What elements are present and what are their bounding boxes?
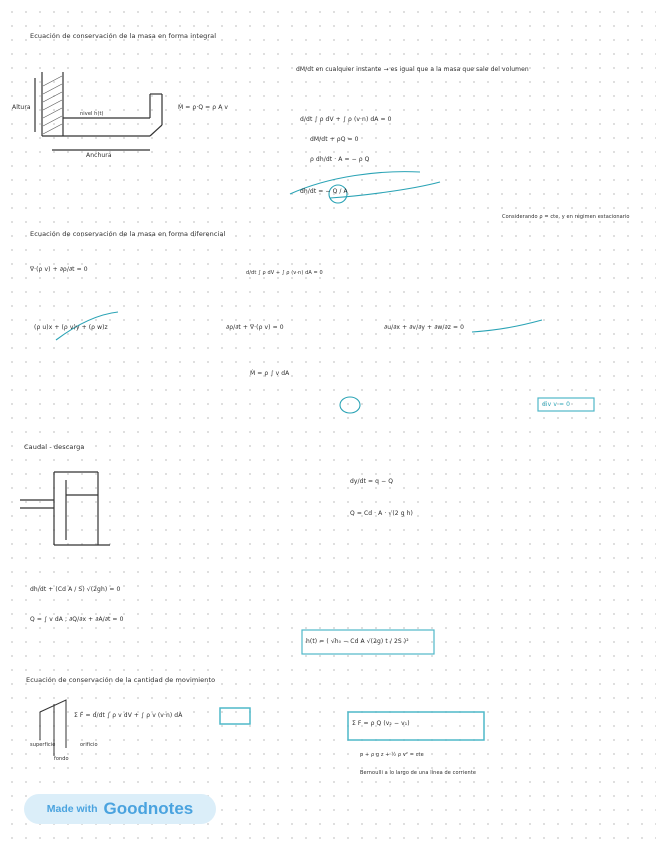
formula-5: ρ dh/dt · A = − ρ Q xyxy=(310,156,370,163)
formula-23: Bernoulli a lo largo de una línea de corriente xyxy=(360,770,477,776)
section-title-2: Ecuación de conservación de la masa en forma diferencial xyxy=(30,230,226,238)
formula-20: Σ F = d/dt ∫ ρ v dV + ∫ ρ v (v·n) dA xyxy=(74,712,183,719)
label-superficie: superficie xyxy=(30,742,56,748)
tank-hatch xyxy=(43,76,62,134)
formula-21: Σ F = ρ Q (v₂ − v₁) xyxy=(352,720,410,727)
goodnotes-logo: Goodnotes xyxy=(103,799,194,818)
formula-15: dy/dt = q − Q xyxy=(350,478,394,485)
formula-16: Q = Cd · A · √(2 g h) xyxy=(350,510,413,517)
formula-4: dM/dt + ρQ = 0 xyxy=(310,136,359,143)
formula-17: dh/dt + (Cd A / S) √(2gh) = 0 xyxy=(30,586,121,593)
tank-diagram-2 xyxy=(20,472,110,545)
label-fondo: fondo xyxy=(54,756,69,762)
section-title-3: Caudal - descarga xyxy=(24,443,85,451)
formula-10: (ρ u)x + (ρ v)y + (ρ w)z xyxy=(34,324,108,331)
label-anchura: Anchura xyxy=(86,152,112,159)
formula-9: d/dt ∫ ρ dV + ∫ ρ (v·n) dA = 0 xyxy=(246,270,323,276)
label-orificio: orificio xyxy=(80,742,98,748)
formula-8: ∇·(ρ v) + ∂ρ/∂t = 0 xyxy=(30,266,88,273)
formula-18: Q = ∫ v dA ; ∂Q/∂x + ∂A/∂t = 0 xyxy=(30,616,124,623)
made-with-label: Made with xyxy=(46,803,98,815)
section-title-1: Ecuación de conservación de la masa en forma integral xyxy=(30,32,217,40)
formula-22: p + ρ g z + ½ ρ v² = cte xyxy=(360,752,424,758)
formula-14: div v = 0 xyxy=(542,401,571,408)
formula-6: dh/dt = − Q / A xyxy=(300,188,348,195)
goodnotes-badge xyxy=(24,794,216,824)
label-nivel: nivel h(t) xyxy=(80,111,104,117)
formula-7: Considerando ρ = cte, y en régimen estacionario xyxy=(502,214,630,220)
section-title-4: Ecuación de conservación de la cantidad de movimiento xyxy=(26,676,216,684)
label-altura: Altura xyxy=(12,104,31,111)
teal-annotations-2 xyxy=(56,312,542,413)
formula-11: ∂ρ/∂t + ∇·(ρ v) = 0 xyxy=(226,324,284,331)
formula-13: Ṁ = ρ ∫ v dA xyxy=(250,370,290,377)
formula-1: Ṁ = ρ·Q = ρ A v xyxy=(178,104,229,111)
formula-12: ∂u/∂x + ∂v/∂y + ∂w/∂z = 0 xyxy=(384,324,465,331)
formula-2: dM/dt en cualquier instante → es igual que a la masa que sale del volumen xyxy=(296,66,529,73)
formula-3: d/dt ∫ ρ dV + ∫ ρ (v·n) dA = 0 xyxy=(300,116,392,123)
formula-19: h(t) = ( √h₀ − Cd A √(2g) t / 2S )² xyxy=(306,638,409,645)
